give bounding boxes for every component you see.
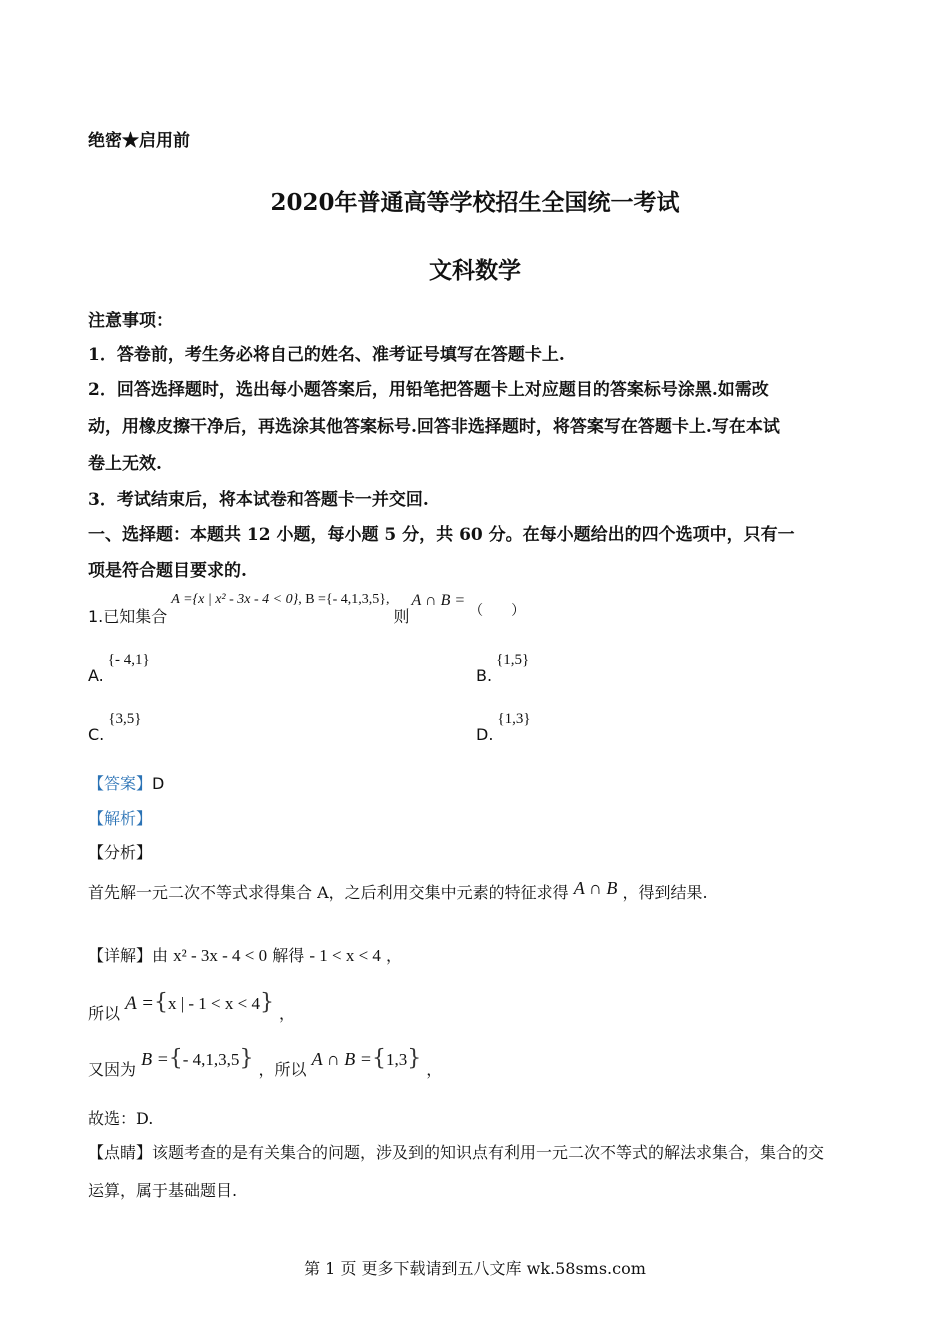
analysis-tag: 【解析】 bbox=[88, 809, 153, 828]
fenxi-text bbox=[88, 880, 708, 903]
question-1 bbox=[88, 592, 526, 627]
option-b[interactable] bbox=[476, 652, 529, 685]
exam-title: 2020年普通高等学校招生全国统一考试 bbox=[270, 189, 680, 216]
because-mid: ，所以 bbox=[258, 1060, 307, 1079]
option-d-value: {1,3} bbox=[497, 711, 531, 727]
detail-line bbox=[88, 943, 402, 966]
page-footer: 第 1 页 更多下载请到五八文库 wk.58sms.com bbox=[304, 1259, 646, 1278]
fenxi-text-b: ，得到结果. bbox=[622, 883, 708, 902]
question-1-paren: （ ） bbox=[469, 603, 526, 619]
because-inner: - 4,1,3,5 bbox=[182, 1050, 240, 1069]
detail-mid: 解得 bbox=[272, 946, 305, 965]
notice-item-2-line-2: 动，用橡皮擦干净后，再选涂其他答案标号.回答非选择题时，将答案写在答题卡上.写在本试 bbox=[88, 417, 780, 437]
option-a-label: A. bbox=[88, 666, 104, 685]
so-expr-inner: x | - 1 < x < 4 bbox=[167, 994, 260, 1013]
result-end: ， bbox=[426, 1060, 443, 1079]
detail-expr-2: - 1 < x < 4 bbox=[309, 946, 381, 965]
because-bracket-open: { bbox=[168, 1046, 183, 1071]
so-bracket-open: { bbox=[153, 990, 168, 1015]
secret-label: 绝密★启用前 bbox=[88, 131, 190, 151]
detail-expr-1: x² - 3x - 4 < 0 bbox=[173, 946, 268, 965]
question-1-set-a: A ={x | x² - 3x - 4 < 0} bbox=[171, 592, 299, 607]
option-b-label: B. bbox=[476, 666, 493, 685]
subject-title: 文科数学 bbox=[429, 257, 521, 284]
fenxi-text-a: 首先解一元二次不等式求得集合 A，之后利用交集中元素的特征求得 bbox=[88, 883, 569, 902]
result-bracket-close: } bbox=[407, 1046, 422, 1071]
comment-line-1: 【点睛】该题考查的是有关集合的问题，涉及到的知识点有利用一元二次不等式的解法求集合，集合的交 bbox=[88, 1143, 825, 1162]
question-1-expr: A ∩ B = bbox=[411, 592, 466, 609]
notice-item-3: 3．考试结束后，将本试卷和答题卡一并交回. bbox=[88, 490, 429, 510]
detail-end: ， bbox=[386, 946, 403, 965]
so-line bbox=[88, 990, 296, 1023]
because-bracket-close: } bbox=[239, 1046, 254, 1071]
question-1-prefix: 1.已知集合 bbox=[88, 607, 168, 626]
option-b-value: {1,5} bbox=[496, 652, 530, 668]
answer-value: D bbox=[152, 774, 165, 793]
comment-line-2: 运算，属于基础题目. bbox=[88, 1181, 238, 1200]
option-c[interactable] bbox=[88, 711, 141, 744]
so-prefix: 所以 bbox=[88, 1004, 121, 1023]
option-a[interactable] bbox=[88, 652, 150, 685]
so-end: ， bbox=[279, 1004, 296, 1023]
answer-tag: 【答案】 bbox=[88, 774, 153, 793]
fenxi-tag: 【分析】 bbox=[88, 843, 153, 862]
option-c-value: {3,5} bbox=[108, 711, 142, 727]
notice-heading: 注意事项： bbox=[88, 311, 173, 331]
because-left: B = bbox=[141, 1049, 169, 1069]
notice-item-2-line-1: 2．回答选择题时，选出每小题答案后，用铅笔把答题卡上对应题目的答案标号涂黑.如需改 bbox=[88, 380, 769, 400]
result-bracket-open: { bbox=[371, 1046, 386, 1071]
question-1-mid: 则 bbox=[393, 607, 410, 626]
because-prefix: 又因为 bbox=[88, 1060, 137, 1079]
because-line bbox=[88, 1046, 443, 1079]
option-c-label: C. bbox=[88, 725, 105, 744]
result-inner: 1,3 bbox=[385, 1050, 408, 1069]
notice-item-2-line-3: 卷上无效. bbox=[88, 454, 162, 474]
detail-tag: 【详解】由 bbox=[88, 946, 169, 965]
result-left: A ∩ B = bbox=[311, 1049, 372, 1069]
so-bracket-close: } bbox=[259, 990, 274, 1015]
choose-line: 故选：D. bbox=[88, 1109, 154, 1128]
answer-line bbox=[88, 771, 164, 794]
option-d[interactable] bbox=[476, 711, 531, 744]
question-1-set-b: , B ={- 4,1,3,5}, bbox=[298, 592, 390, 607]
option-a-value: {- 4,1} bbox=[107, 652, 150, 668]
fenxi-expr: A ∩ B bbox=[573, 878, 618, 898]
so-expr-left: A = bbox=[125, 993, 154, 1014]
section-heading-line-1: 一、选择题：本题共 12 小题，每小题 5 分，共 60 分。在每小题给出的四个选项中，只有一 bbox=[88, 525, 795, 545]
option-d-label: D. bbox=[476, 725, 494, 744]
section-heading-line-2: 项是符合题目要求的. bbox=[88, 561, 247, 581]
notice-item-1: 1．答卷前，考生务必将自己的姓名、准考证号填写在答题卡上. bbox=[88, 345, 565, 365]
